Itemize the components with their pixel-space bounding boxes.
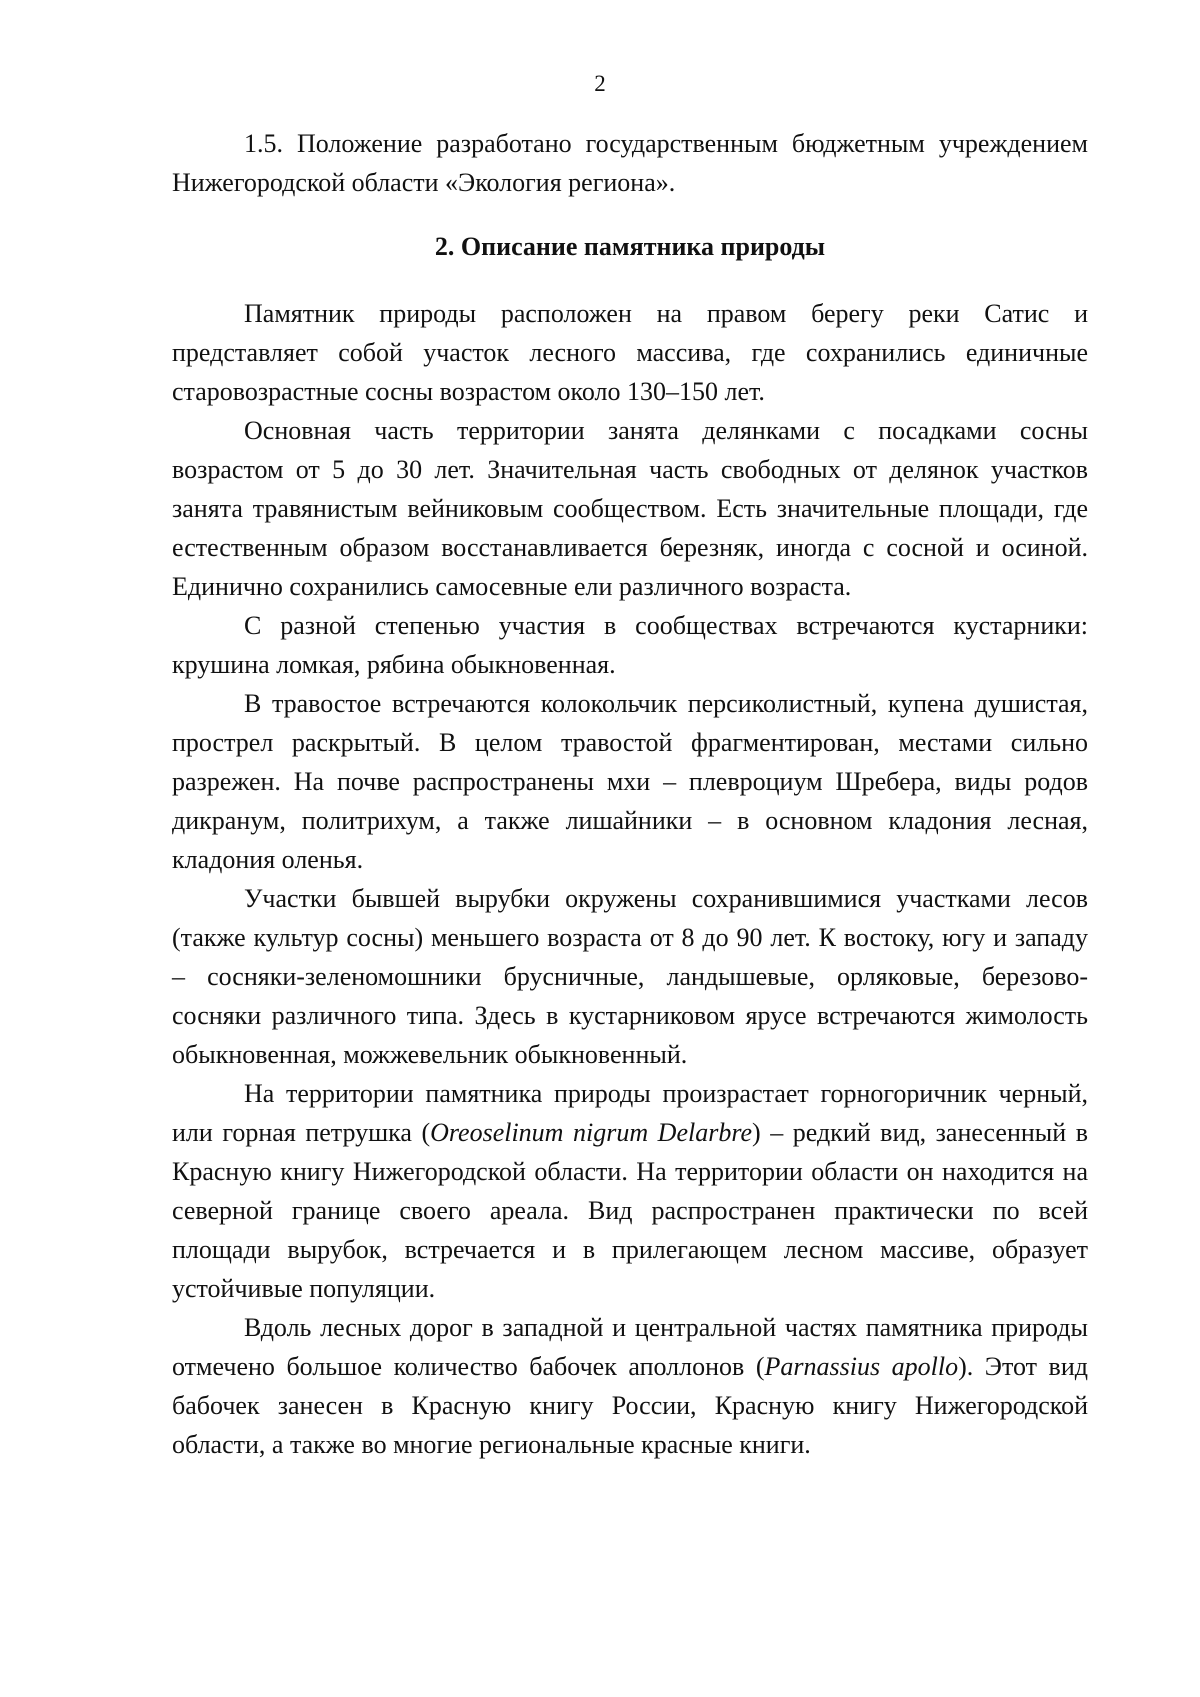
paragraph-location: Памятник природы расположен на правом берегу реки Сатис и представляет собой участок лесного массива, где сохранились единичные старовозрастные сосны возрастом около 130–150 лет.: [172, 299, 1088, 406]
section-heading: 2. Описание памятника природы: [434, 232, 826, 261]
clause-1-5-paragraph: 1.5. Положение разработано государственным бюджетным учреждением Нижегородской области «Экология региона».: [172, 129, 1088, 197]
rare-plant-latin-name: Oreoselinum nigrum Delarbre: [430, 1118, 753, 1147]
butterflies-text-before: Вдоль лесных дорог в западной и центральной частях памятника природы отмечено большое количество бабочек аполлонов (: [172, 1313, 1088, 1381]
paragraph-herbage: В травостое встречаются колокольчик персиколистный, купена душистая, прострел раскрытый. В целом травостой фрагментирован, местами сильно разрежен. На почве распространены мхи – плевроциум Шребера, виды родов дикранум, политрихум, а также лишайники – в основном кладония лесная, кладония оленья.: [172, 689, 1088, 874]
butterfly-latin-name: Parnassius apollo: [764, 1352, 959, 1381]
paragraph-surrounding-forests: Участки бывшей вырубки окружены сохранившимися участками лесов (также культур сосны) меньшего возраста от 8 до 90 лет. К востоку, югу и западу – сосняки-зеленомошники брусничные, ландышевые, орляковые, березово-сосняки различного типа. Здесь в кустарниковом ярусе встречаются жимолость обыкновенная, можжевельник обыкновенный.: [172, 884, 1088, 1069]
paragraph-territory: Основная часть территории занята делянками с посадками сосны возрастом от 5 до 30 лет. Значительная часть свободных от делянок участков занята травянистым вейниковым сообществом. Есть значительные площади, где естественным образом восстанавливается березняк, иногда с сосной и осиной. Единично сохранились самосевные ели различного возраста.: [172, 416, 1088, 601]
document-body: [172, 124, 1088, 1464]
rare-plant-text-after: ) – редкий вид, занесенный в Красную книгу Нижегородской области. На территории области он находится на северной границе своего ареала. Вид распространен практически по всей площади вырубок, встречается и в прилегающем лесном массиве, образует устойчивые популяции.: [172, 1118, 1088, 1303]
page-number: 2: [594, 71, 606, 96]
paragraph-rare-plant: [172, 1074, 1088, 1308]
paragraph-butterflies: [172, 1308, 1088, 1464]
butterflies-text-after: ). Этот вид бабочек занесен в Красную книгу России, Красную книгу Нижегородской области, а также во многие региональные красные книги.: [172, 1352, 1088, 1459]
paragraph-shrubs: С разной степенью участия в сообществах встречаются кустарники: крушина ломкая, рябина обыкновенная.: [172, 611, 1088, 679]
rare-plant-text-before: На территории памятника природы произрастает горногоричник черный, или горная петрушка (: [172, 1079, 1088, 1147]
